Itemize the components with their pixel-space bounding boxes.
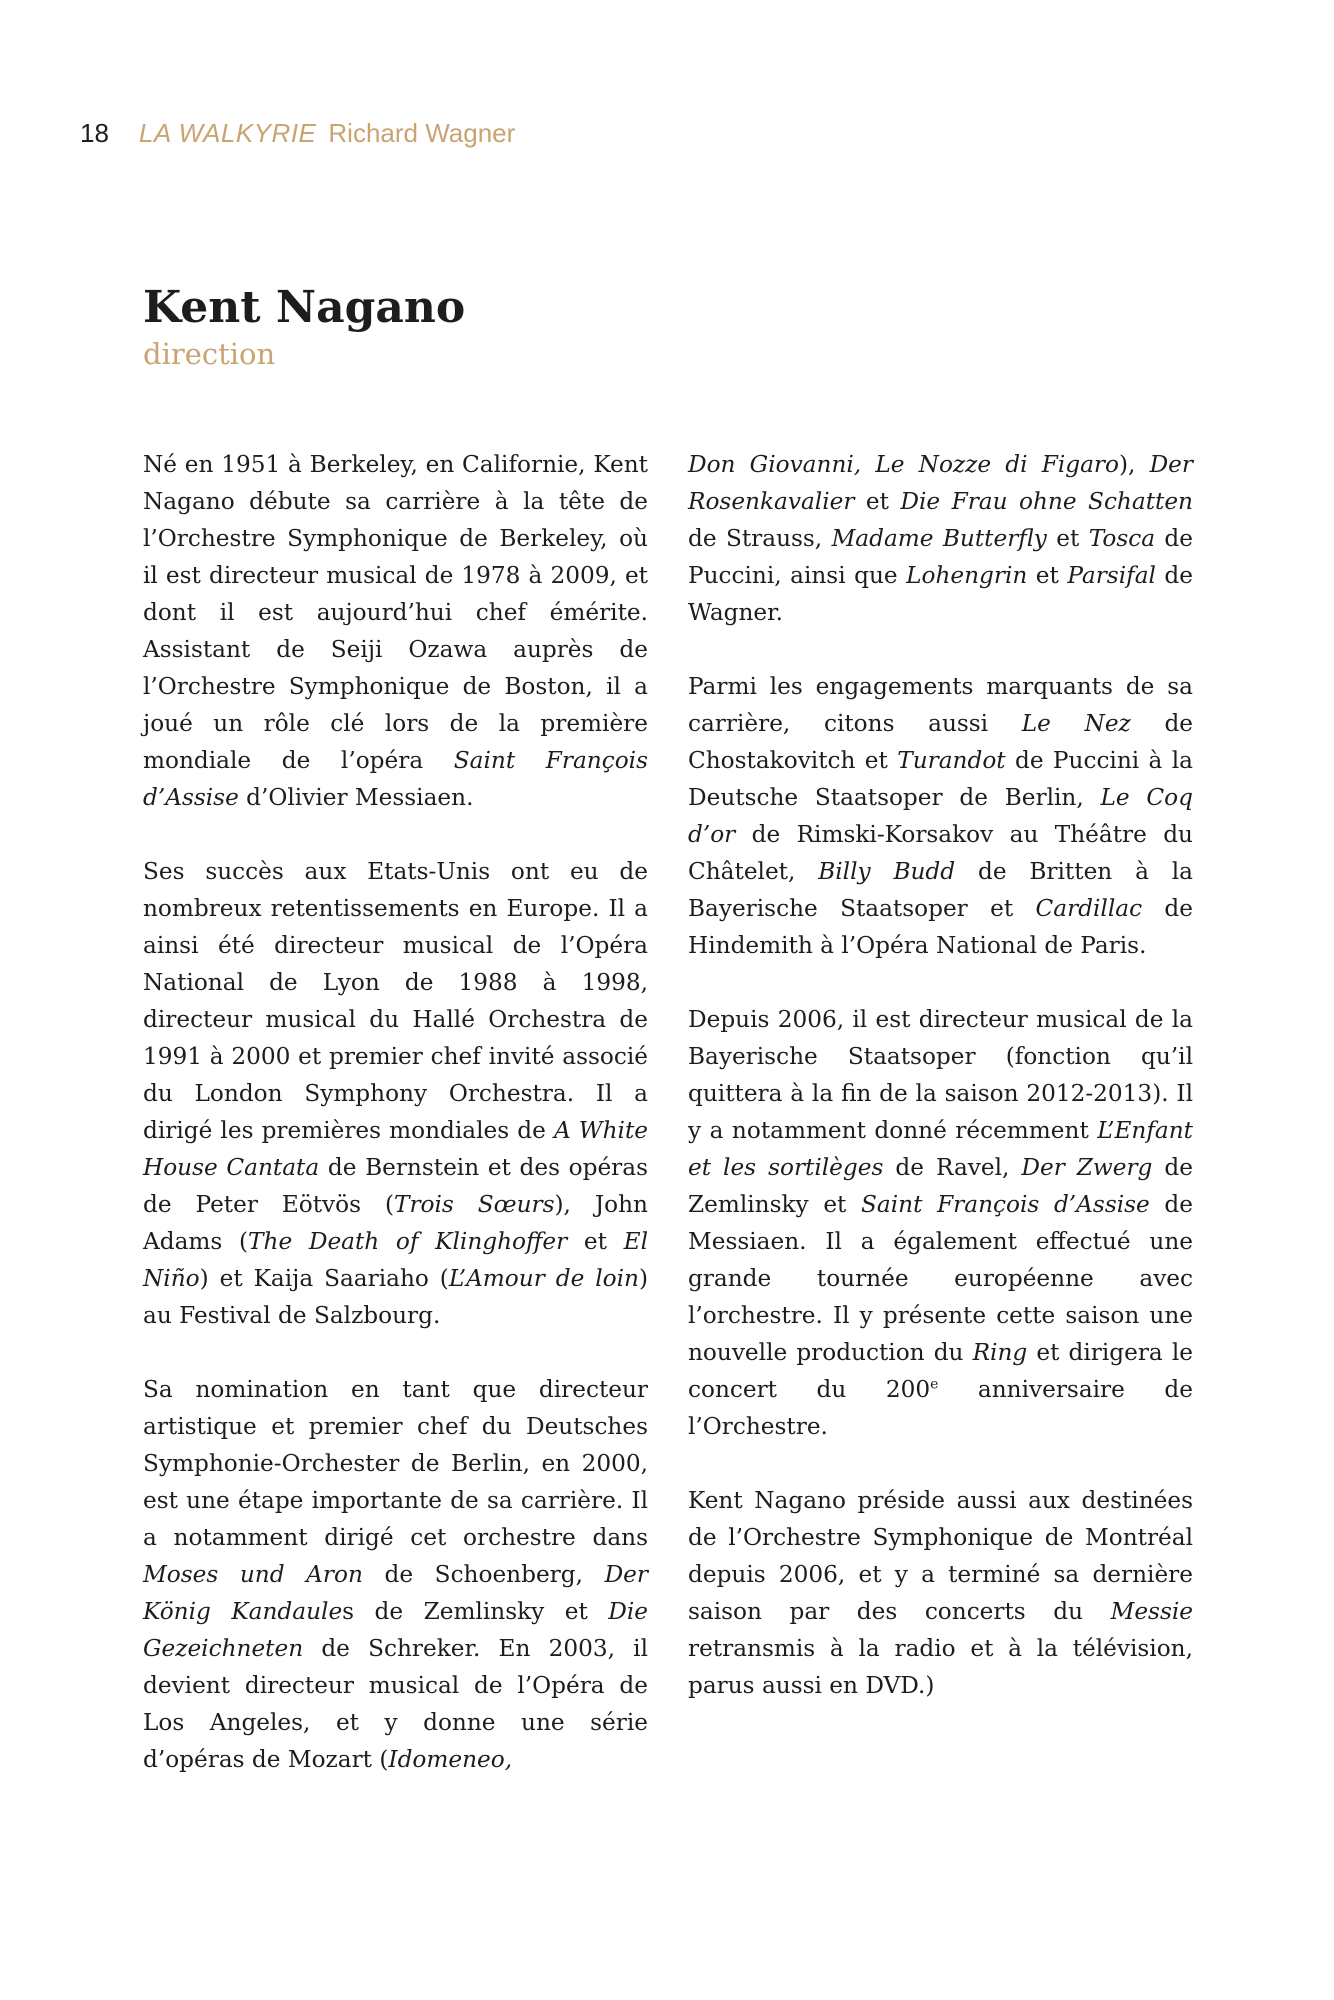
left-column — [143, 446, 648, 1778]
person-name: Kent Nagano — [143, 282, 466, 333]
section-heading — [143, 280, 465, 372]
running-title: LA WALKYRIE — [138, 118, 317, 148]
paragraph-munich: Depuis 2006, il est directeur musical de la Bayerische Staatsoper (fonction qu’il quittera à la fin de la saison 2012-2013). Il y a notamment donné récemment L’Enfant et les sortilèges de Ravel, Der Zwerg de Zemlinsky et Saint François d’Assise de Messiaen. Il a également effectué une grande tournée européenne avec l’orchestre. Il y présente cette saison une nouvelle production du Ring et dirigera le concert du 200e anniversaire de l’Orchestre. — [688, 1006, 1193, 1440]
paragraph-birth: Né en 1951 à Berkeley, en Californie, Kent Nagano débute sa carrière à la tête de l’Orchestre Symphonique de Berkeley, où il est directeur musical de 1978 à 2009, et dont il est aujourd’hui chef émérite. Assistant de Seiji Ozawa auprès de l’Orchestre Symphonique de Boston, il a joué un rôle clé lors de la première mondiale de l’opéra Saint François d’Assise d’Olivier Messiaen. — [143, 451, 648, 811]
paragraph-montreal: Kent Nagano préside aussi aux destinées de l’Orchestre Symphonique de Montréal depuis 2006, et y a terminé sa dernière saison par des concerts du Messie retransmis à la radio et à la télévision, parus aussi en DVD.) — [688, 1487, 1193, 1699]
paragraph-europe: Ses succès aux Etats-Unis ont eu de nombreux retentissements en Europe. Il a ainsi été directeur musical de l’Opéra National de Lyon de 1988 à 1998, directeur musical du Hallé Orchestra de 1991 à 2000 et premier chef invité associé du London Symphony Orchestra. Il a dirigé les premières mondiales de A White House Cantata de Bernstein et des opéras de Peter Eötvös (Trois Sœurs), John Adams (The Death of Klinghoffer et El Niño) et Kaija Saariaho (L’Amour de loin) au Festival de Salzbourg. — [143, 858, 649, 1329]
running-composer: Richard Wagner — [328, 118, 516, 148]
page-number: 18 — [80, 118, 109, 148]
paragraph-los-angeles-operas: Don Giovanni, Le Nozze di Figaro), Der Rosenkavalier et Die Frau ohne Schatten de Strauss, Madame Butterfly et Tosca de Puccini, ainsi que Lohengrin et Parsifal de Wagner. — [688, 451, 1194, 626]
paragraph-berlin: Sa nomination en tant que directeur artistique et premier chef du Deutsches Symphonie-Orchester de Berlin, en 2000, est une étape importante de sa carrière. Il a notamment dirigé cet orchestre dans Moses und Aron de Schoenberg, Der König Kandaules de Zemlinsky et Die Gezeichneten de Schreker. En 2003, il devient directeur musical de l’Opéra de Los Angeles, et y donne une série d’opéras de Mozart (Idomeneo, — [143, 1376, 649, 1773]
right-column — [688, 446, 1193, 1704]
person-role: direction — [143, 337, 276, 371]
running-head — [80, 118, 515, 148]
paragraph-engagements: Parmi les engagements marquants de sa carrière, citons aussi Le Nez de Chostakovitch et Turandot de Puccini à la Deutsche Staatsoper de Berlin, Le Coq d’or de Rimski-Korsakov au Théâtre du Châtelet, Billy Budd de Britten à la Bayerische Staatsoper et Cardillac de Hindemith à l’Opéra National de Paris. — [688, 673, 1194, 959]
